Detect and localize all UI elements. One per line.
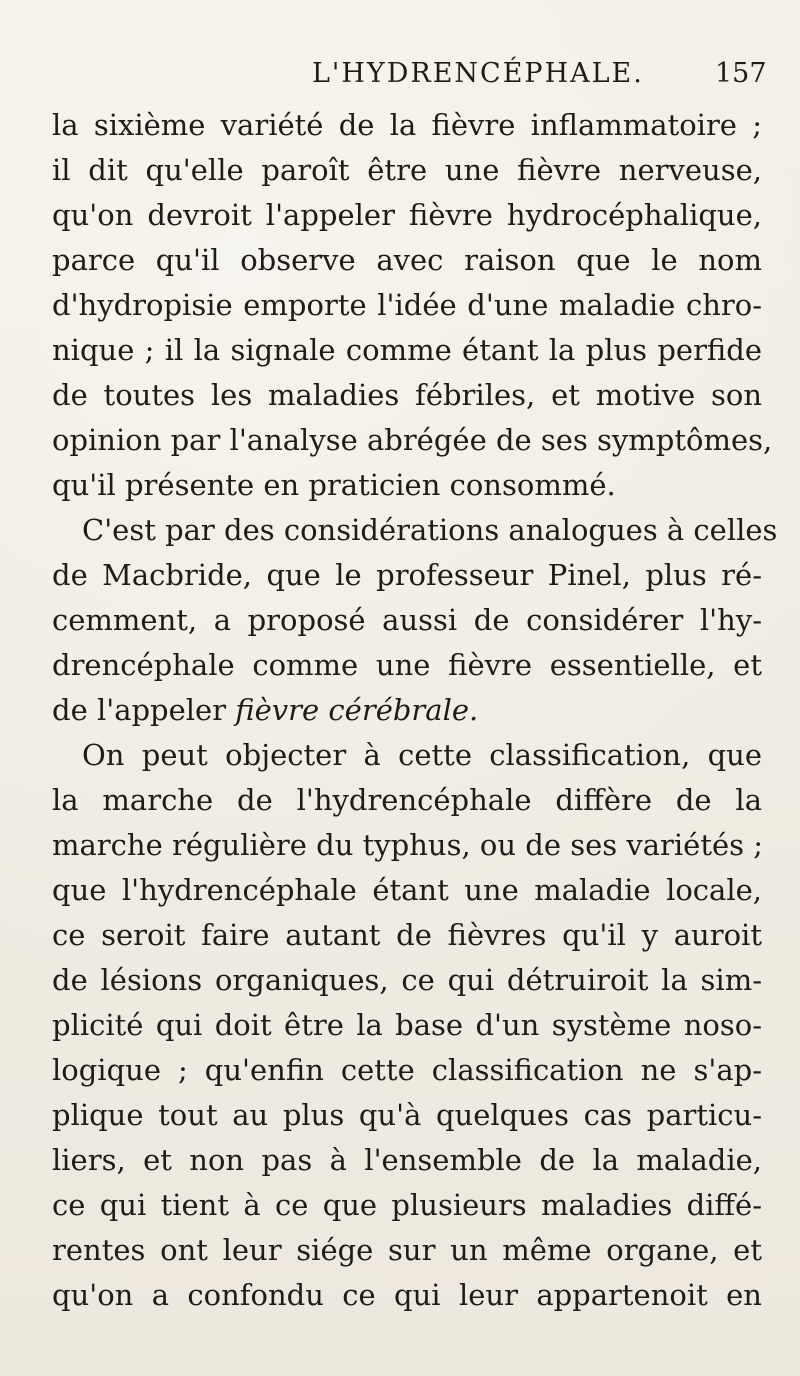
text-line: qu'on devroit l'appeler fièvre hydrocéphalique, xyxy=(52,198,762,232)
text-line: opinion par l'analyse abrégée de ses symptômes, xyxy=(52,423,773,457)
text-line: plicité qui doit être la base d'un système noso- xyxy=(52,1008,762,1042)
text-line: il dit qu'elle paroît être une fièvre nerveuse, xyxy=(52,153,762,187)
text-line: ce seroit faire autant de fièvres qu'il y auroit xyxy=(52,918,762,952)
page-number: 157 xyxy=(715,58,767,89)
text-line: d'hydropisie emporte l'idée d'une maladie chro- xyxy=(52,288,762,322)
text-line: C'est par des considérations analogues à celles xyxy=(82,513,778,547)
text-line-start: de l'appeler xyxy=(52,693,227,727)
text-line: On peut objecter à cette classification, que xyxy=(82,738,762,772)
text-line: plique tout au plus qu'à quelques cas particu- xyxy=(52,1098,762,1132)
text-line: parce qu'il observe avec raison que le nom xyxy=(52,243,762,277)
text-line: drencéphale comme une fièvre essentielle, et xyxy=(52,648,762,682)
text-line: de toutes les maladies fébriles, et motive son xyxy=(52,378,762,412)
text-line: de lésions organiques, ce qui détruiroit la sim- xyxy=(52,963,762,997)
text-line: la sixième variété de la fièvre inflammatoire ; xyxy=(52,108,762,142)
running-head xyxy=(0,58,800,94)
text-line: la marche de l'hydrencéphale diffère de la xyxy=(52,783,762,817)
text-line: que l'hydrencéphale étant une maladie locale, xyxy=(52,873,762,907)
text-line: de Macbride, que le professeur Pinel, plus ré- xyxy=(52,558,762,592)
text-line: marche régulière du typhus, ou de ses variétés ; xyxy=(52,828,764,862)
text-line: cemment, a proposé aussi de considérer l'hy- xyxy=(52,603,762,637)
text-line: qu'on a confondu ce qui leur appartenoit en xyxy=(52,1278,762,1312)
text-line-with-italic xyxy=(52,688,762,733)
running-title: L'HYDRENCÉPHALE. xyxy=(312,58,644,89)
italic-phrase: fièvre cérébrale. xyxy=(235,693,479,727)
text-line: ce qui tient à ce que plusieurs maladies diffé- xyxy=(52,1188,762,1222)
text-line: rentes ont leur siége sur un même organe, et xyxy=(52,1233,762,1267)
text-line: logique ; qu'enfin cette classification ne s'ap- xyxy=(52,1053,762,1087)
text-line: liers, et non pas à l'ensemble de la maladie, xyxy=(52,1143,762,1177)
text-line: nique ; il la signale comme étant la plus perfide xyxy=(52,333,762,367)
body-text xyxy=(52,103,778,1318)
text-line: qu'il présente en praticien consommé. xyxy=(52,468,616,502)
